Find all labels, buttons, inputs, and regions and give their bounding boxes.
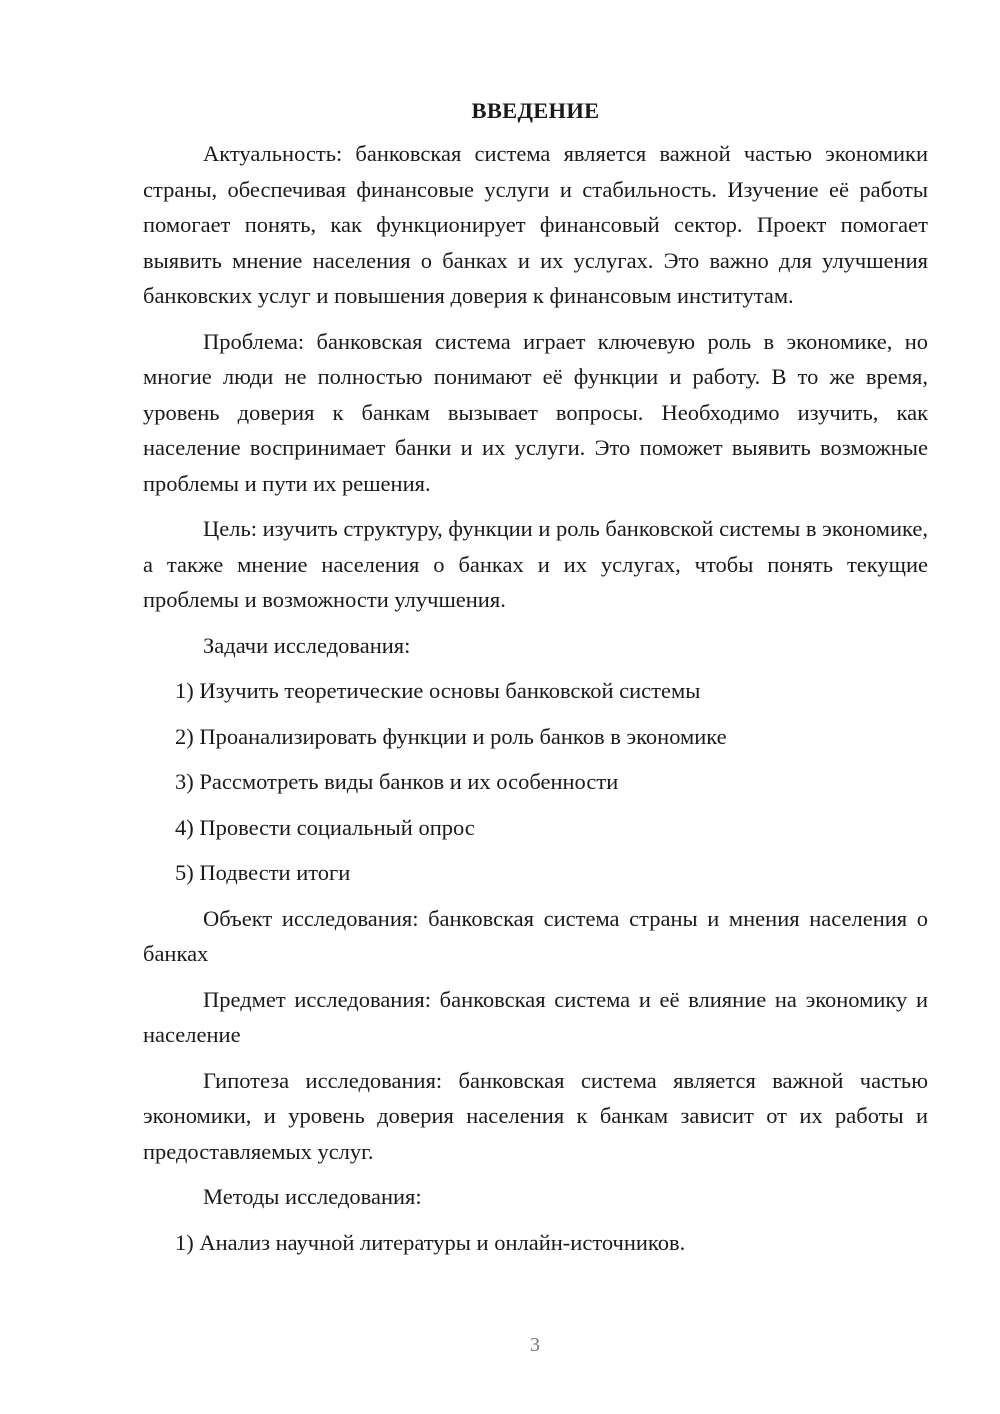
task-item: 4) Провести социальный опрос xyxy=(175,814,475,840)
methods-heading: Методы исследования: xyxy=(203,1184,422,1209)
method-item: 1) Анализ научной литературы и онлайн-источников. xyxy=(175,1229,686,1255)
page-number: 3 xyxy=(530,1334,540,1356)
problem-paragraph: Проблема: банковская система играет ключевую роль в экономике, но многие люди не полностью понимают её функции и работу. В то же время, уровень доверия к банкам вызывает вопросы. Необходимо изучить, как население воспринимает банки и их услуги. Это поможет выявить возможные проблемы и пути их решения. xyxy=(143,328,928,496)
hypothesis-paragraph: Гипотеза исследования: банковская система является важной частью экономики, и уровень доверия населения к банкам зависит от их работы и предоставляемых услуг. xyxy=(143,1067,928,1164)
document-title: ВВЕДЕНИЕ xyxy=(471,98,600,123)
document-page xyxy=(143,96,928,1270)
task-item: 5) Подвести итоги xyxy=(175,860,351,885)
subject-paragraph: Предмет исследования: банковская система и её влияние на экономику и население xyxy=(143,986,928,1047)
actuality-paragraph: Актуальность: банковская система является важной частью экономики страны, обеспечивая финансовые услуги и стабильность. Изучение её работы помогает понять, как функционирует финансовый сектор. Проект помогает выявить мнение населения о банках и их услугах. Это важно для улучшения банковских услуг и повышения доверия к финансовым институтам. xyxy=(143,141,928,308)
task-item: 2) Проанализировать функции и роль банков в экономике xyxy=(175,723,727,749)
task-item: 1) Изучить теоретические основы банковской системы xyxy=(175,678,701,703)
tasks-heading: Задачи исследования: xyxy=(203,632,411,658)
task-item: 3) Рассмотреть виды банков и их особенности xyxy=(175,769,619,794)
object-paragraph: Объект исследования: банковская система страны и мнения населения о банках xyxy=(143,905,928,966)
goal-paragraph: Цель: изучить структуру, функции и роль банковской системы в экономике, а также мнение населения о банках и их услугах, чтобы понять текущие проблемы и возможности улучшения. xyxy=(143,516,928,612)
